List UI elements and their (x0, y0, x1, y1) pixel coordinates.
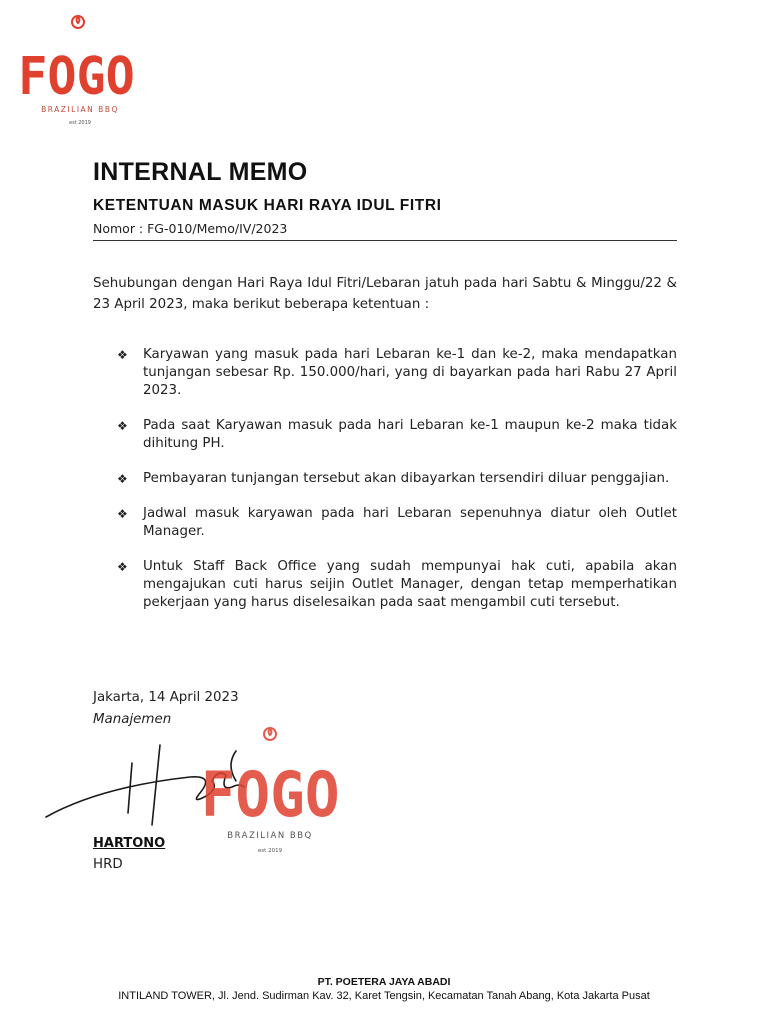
header-divider (93, 240, 677, 241)
diamond-bullet-icon: ❖ (117, 472, 128, 486)
stamp-est: est 2019 (257, 848, 283, 854)
point-text: Pembayaran tunjangan tersebut akan dibayarkan tersendiri diluar penggajian. (143, 471, 670, 486)
logo-wordmark: FOGO (18, 45, 135, 107)
point-text: Pada saat Karyawan masuk pada hari Lebaran ke-1 maupun ke-2 maka tidak dihitung PH. (143, 418, 677, 451)
signer-title: HRD (93, 857, 123, 872)
memo-number: Nomor : FG-010/Memo/IV/2023 (93, 221, 288, 236)
diamond-bullet-icon: ❖ (117, 348, 128, 362)
list-item (117, 470, 677, 488)
company-stamp (200, 720, 340, 860)
point-text: Jadwal masuk karyawan pada hari Lebaran sepenuhnya diatur oleh Outlet Manager. (143, 506, 677, 539)
footer-address: INTILAND TOWER, Jl. Jend. Sudirman Kav. 32, Karet Tengsin, Kecamatan Tanah Abang, Kota Jakarta Pusat (118, 990, 650, 1002)
place-date: Jakarta, 14 April 2023 (93, 690, 239, 705)
fogo-logo (18, 12, 135, 134)
list-item (117, 505, 677, 541)
signer-name: HARTONO (93, 836, 166, 851)
memo-title: INTERNAL MEMO (93, 158, 308, 186)
diamond-bullet-icon: ❖ (117, 560, 128, 574)
memo-subject: KETENTUAN MASUK HARI RAYA IDUL FITRI (93, 197, 442, 214)
department: Manajemen (93, 712, 172, 727)
stamp-wordmark: FOGO (200, 759, 340, 832)
list-item (117, 417, 677, 453)
logo-tagline: BRAZILIAN BBQ (41, 105, 119, 114)
diamond-bullet-icon: ❖ (117, 507, 128, 521)
memo-intro: Sehubungan dengan Hari Raya Idul Fitri/Lebaran jatuh pada hari Sabtu & Minggu/22 & 23 April 2023, maka berikut beberapa ketentuan : (93, 276, 677, 312)
stamp-tagline: BRAZILIAN BBQ (227, 831, 313, 841)
diamond-bullet-icon: ❖ (117, 419, 128, 433)
footer-company: PT. POETERA JAYA ABADI (317, 976, 451, 988)
list-item (117, 558, 677, 612)
logo-est: est 2019 (69, 120, 91, 126)
memo-points-list (117, 346, 677, 629)
list-item (117, 346, 677, 400)
point-text: Karyawan yang masuk pada hari Lebaran ke-1 dan ke-2, maka mendapatkan tunjangan sebesar Rp. 150.000/hari, yang di bayarkan pada hari Rabu 27 April 2023. (143, 347, 677, 398)
point-text: Untuk Staff Back Office yang sudah mempunyai hak cuti, apabila akan mengajukan cuti harus seijin Outlet Manager, dengan tetap memperhatikan pekerjaan yang harus diselesaikan pada saat mengambil cuti tersebut. (143, 559, 677, 610)
